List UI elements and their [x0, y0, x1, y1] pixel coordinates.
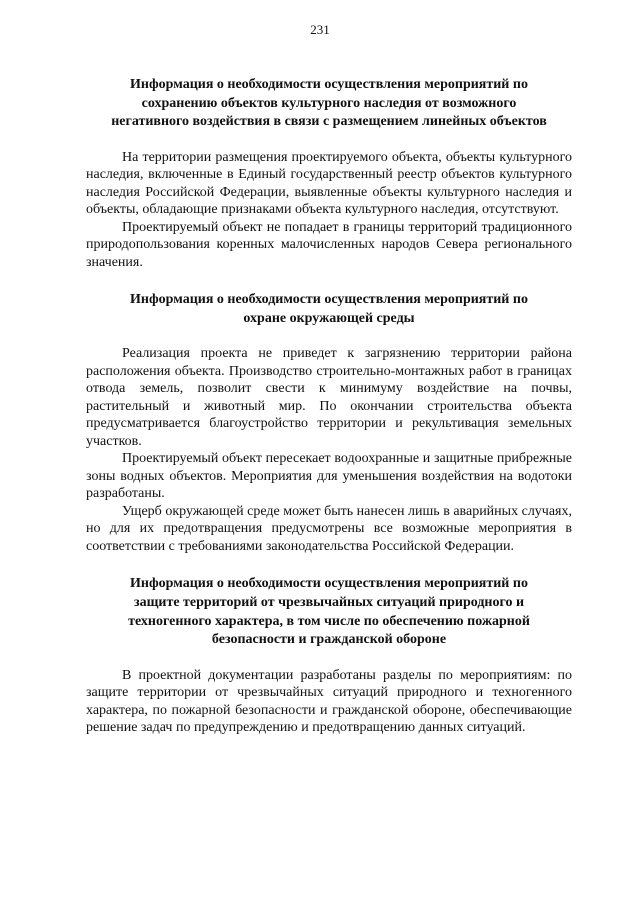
heading-line: Информация о необходимости осуществления мероприятий по: [130, 576, 528, 592]
heading-line: охране окружающей среды: [243, 310, 415, 326]
section-heading: [86, 575, 572, 649]
paragraph: На территории размещения проектируемого объекта, объекты культурного наследия, включенные в Единый государственный реестр объектов культурного наследия Российской Федерации, выявленные объекты культурного наследия и объекты, обладающие признаками объекта культурного наследия, отсутствуют.: [86, 149, 572, 218]
section-environment: [86, 291, 572, 555]
paragraph: Проектируемый объект не попадает в границы территорий традиционного природопользования коренных малочисленных народов Севера регионального значения.: [86, 219, 572, 270]
document-body: [86, 76, 572, 737]
section-cultural-heritage: [86, 76, 572, 271]
heading-line: Информация о необходимости осуществления мероприятий по: [130, 292, 528, 308]
paragraph: В проектной документации разработаны разделы по мероприятиям: по защите территории от чрезвычайных ситуаций природного и техногенного характера, по пожарной безопасности и гражданской обороне, обеспечивающие решение задач по предупреждению и предотвращению данных ситуаций.: [86, 667, 572, 736]
paragraph: Проектируемый объект пересекает водоохранные и защитные прибрежные зоны водных объектов. Мероприятия для уменьшения воздействия на водотоки разработаны.: [86, 451, 572, 502]
heading-line: негативного воздействия в связи с размещением линейных объектов: [111, 114, 547, 130]
heading-line: сохранению объектов культурного наследия от возможного: [141, 95, 517, 111]
section-heading: [86, 291, 572, 328]
heading-line: техногенного характера, в том числе по обеспечению пожарной: [128, 613, 530, 629]
section-heading: [86, 76, 572, 132]
paragraph: Реализация проекта не приведет к загрязнению территории района расположения объекта. Производство строительно-монтажных работ в границах отвода земель, позволит свести к минимуму воздействие на почвы, растительный и животный мир. По окончании строительства объекта предусматривается благоустройство территории и рекультивация земельных участков.: [86, 346, 572, 449]
heading-line: безопасности и гражданской обороне: [211, 632, 447, 648]
section-emergency-protection: [86, 575, 572, 736]
heading-line: защите территорий от чрезвычайных ситуаций природного и: [133, 595, 525, 611]
page-number: 231: [310, 22, 330, 37]
heading-line: Информация о необходимости осуществления мероприятий по: [130, 77, 528, 92]
paragraph: Ущерб окружающей среде может быть нанесен лишь в аварийных случаях, но для их предотвращения предусмотрены все возможные мероприятия в соответствии с требованиями законодательства Российской Федерации.: [86, 503, 572, 554]
